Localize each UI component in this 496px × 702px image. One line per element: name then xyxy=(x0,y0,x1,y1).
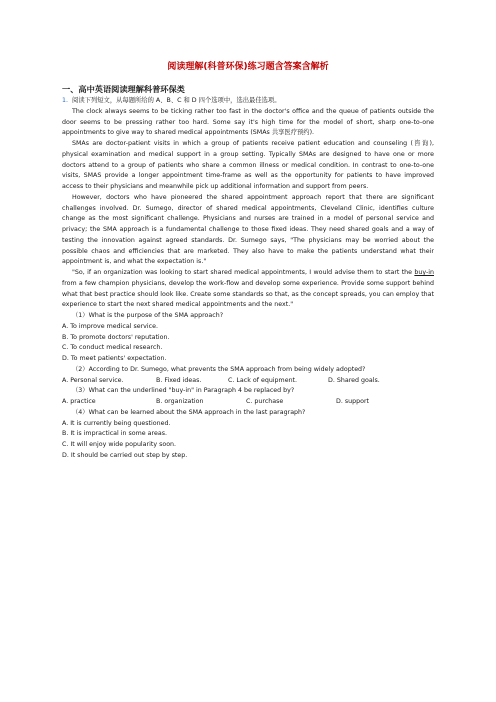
document-body xyxy=(62,96,434,462)
document-title: 阅读理解(科普环保)练习题含答案含解析 xyxy=(167,62,329,72)
question-2-option-b: B. Fixed ideas. xyxy=(156,376,202,384)
question-3-option-d: D. support xyxy=(336,398,370,405)
section-heading: 一、高中英语阅读理解科普环保类 xyxy=(62,84,185,94)
paragraph-2: SMAs are doctor-patient visits in which a group of patients receive patient education and counseling (咨询), physical examination and medical support in a group setting. Typically SMAs are designed to have one or more doctors attend to a group of patients who share a common illness or medical condition. In contrast to one-to-one visits, SMAS provide a longer appointment time-frame as well as the opportunity for patients to have improved access to their physicians and meanwhile pick up additional information and support from peers. xyxy=(62,140,434,190)
question-4-option-a: A. It is currently being questioned. xyxy=(62,419,171,427)
question-1-option-b: B. To promote doctors' reputation. xyxy=(62,333,170,341)
question-2-option-a: A. Personal service. xyxy=(62,376,124,384)
paragraph-4-before: "So, if an organization was looking to start shared medical appointments, I would advise them to start the xyxy=(72,269,415,276)
question-3-option-c: C. purchase xyxy=(246,398,284,405)
question-1-option-d: D. To meet patients' expectation. xyxy=(62,355,167,362)
question-3-options xyxy=(62,397,434,408)
question-1-option-a: A. To improve medical service. xyxy=(62,322,158,330)
paragraph-4-after: from a few champion physicians, develop the work-flow and develop some experience. Provide some support behind what that best practice should look like. Create some standards so that, as the concept spreads, you can employ that experience to start the next shared medical appointments and the next." xyxy=(62,279,434,309)
instruction-line xyxy=(62,96,434,107)
question-4-option-b: B. It is impractical in some areas. xyxy=(62,430,167,438)
question-3-stem: （3）What can the underlined "buy-in" in Paragraph 4 be replaced by? xyxy=(72,387,295,395)
question-3-option-b: B. organization xyxy=(156,398,204,405)
paragraph-3: However, doctors who have pioneered the shared appointment approach report that there are significant challenges involved. Dr. Sumego, director of shared medical appointments, Cleveland Clinic, identifies culture change as the most significant challenge. Physicians and nurses are trained in a model of personal service and privacy; the SMA approach is a fundamental challenge to those fixed ideas. They need shared goals and a way of testing the innovation against agreed standards. Dr. Sumego says, "The physicians may be worried about the possible chaos and efficiencies that are marketed. They also have to make the patients understand what their appointment is, and what the expectation is." xyxy=(62,193,434,266)
question-1-stem: （1）What is the purpose of the SMA approach? xyxy=(72,312,224,319)
underlined-word: buy-in xyxy=(414,269,434,276)
question-4-stem: （4）What can be learned about the SMA approach in the last paragraph? xyxy=(72,408,306,416)
paragraph-1: The clock always seems to be ticking rather too fast in the doctor's office and the queue of patients outside the door seems to be pressing rather too hard. Some say it's high time for the model of short, sharp one-to-one appointments to give way to shared medical appointments (SMAs 共享医疗预约). xyxy=(62,107,434,137)
question-number: 1. xyxy=(62,97,69,104)
instruction-text: 阅读下列短文，从每题所给的 A、B、C 和 D 四个选项中，选出最佳选项。 xyxy=(72,97,281,104)
question-2-option-c: C. Lack of equipment. xyxy=(228,376,298,384)
paragraph-4 xyxy=(62,268,434,311)
question-1-option-c: C. To conduct medical research. xyxy=(62,344,163,352)
question-2-stem: （2）According to Dr. Sumego, what prevents the SMA approach from being widely adopted? xyxy=(72,365,366,373)
question-4-option-d: D. It should be carried out step by step. xyxy=(62,451,188,459)
question-3-option-a: A. practice xyxy=(62,398,96,405)
question-2-options xyxy=(62,376,434,387)
question-4-option-c: C. It will enjoy wide popularity soon. xyxy=(62,441,177,448)
question-2-option-d: D. Shared goals. xyxy=(328,376,380,384)
